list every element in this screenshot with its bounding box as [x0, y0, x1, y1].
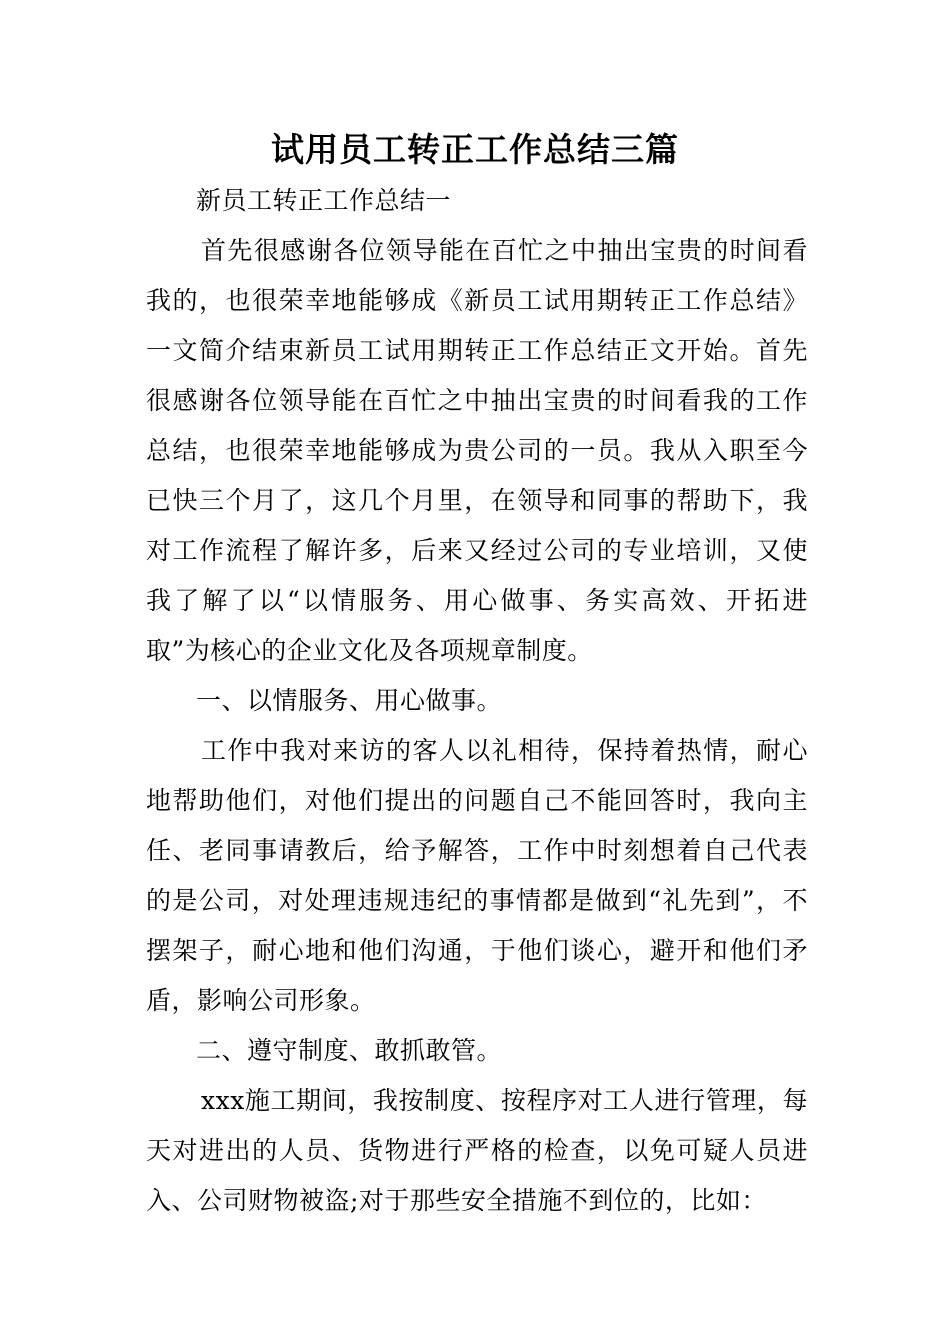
section-heading: 新员工转正工作总结一	[196, 186, 452, 215]
document-title: 试用员工转正工作总结三篇	[271, 130, 679, 169]
section-heading: 一、以情服务、用心做事。	[196, 686, 503, 715]
paragraph: 首先很感谢各位领导能在百忙之中抽出宝贵的时间看我的，也很荣幸地能够成《新员工试用期转正工作总结》一文简介结束新员工试用期转正工作总结正文开始。首先很感谢各位领导能在百忙之中抽出宝贵的时间看我的工作总结，也很荣幸地能够成为贵公司的一员。我从入职至今已快三个月了，这几个月里，在领导和同事的帮助下，我对工作流程了解许多，后来又经过公司的专业培训，又使我了解了以“以情服务、用心做事、务实高效、开拓进取”为核心的企业文化及各项规章制度。	[146, 236, 808, 665]
paragraph: 工作中我对来访的客人以礼相待，保持着热情，耐心地帮助他们，对他们提出的问题自己不能回答时，我向主任、老同事请教后，给予解答，工作中时刻想着自己代表的是公司，对处理违规违纪的事情都是做到“礼先到”，不摆架子，耐心地和他们沟通，于他们谈心，避开和他们矛盾，影响公司形象。	[146, 736, 808, 1015]
paragraph: xxx施工期间，我按制度、按程序对工人进行管理，每天对进出的人员、货物进行严格的检查，以免可疑人员进入、公司财物被盗;对于那些安全措施不到位的，比如：	[146, 1086, 808, 1215]
document-body	[146, 176, 808, 1226]
section-heading: 二、遵守制度、敢抓敢管。	[196, 1036, 503, 1065]
